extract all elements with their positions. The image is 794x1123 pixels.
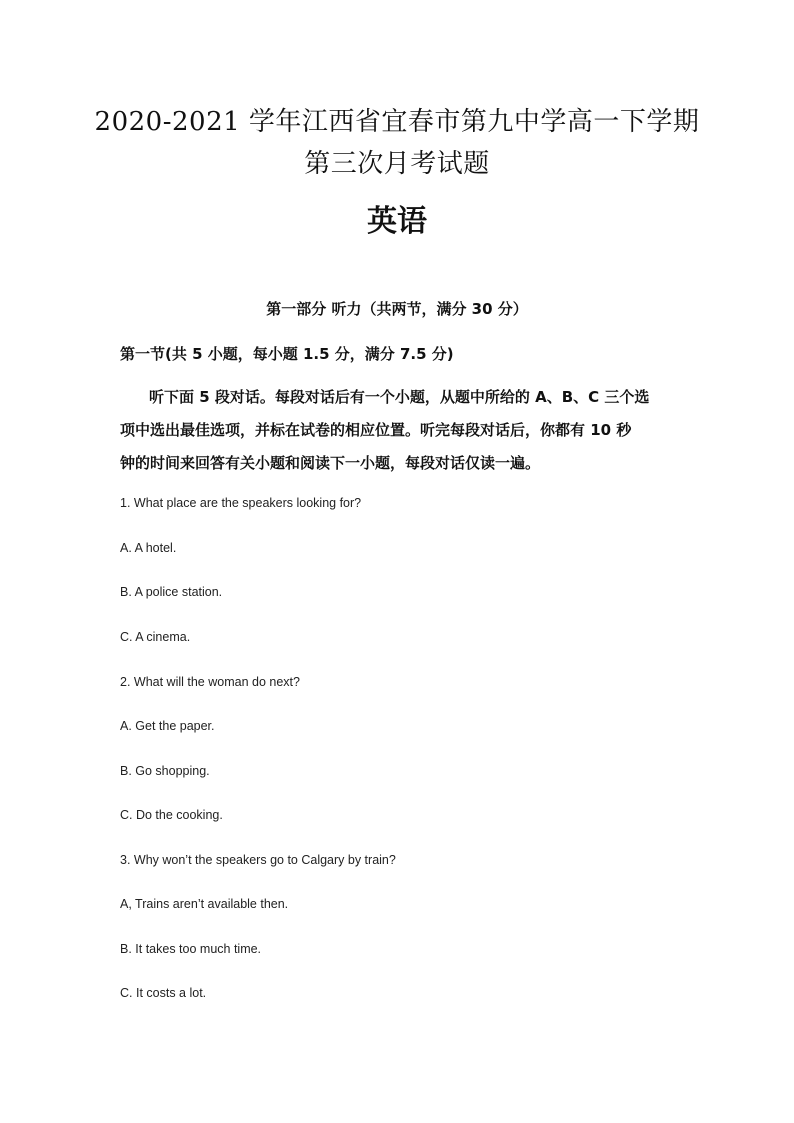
answer-option: A. Get the paper. (120, 719, 215, 733)
answer-option: A, Trains aren’t available then. (120, 897, 289, 911)
section-heading: 第一节(共 5 小题，每小题 1.5 分，满分 7.5 分) (120, 345, 454, 363)
answer-option: C. Do the cooking. (120, 808, 223, 822)
exam-title-line-1: 2020-2021 学年江西省宜春市第九中学高一下学期 (94, 107, 700, 137)
answer-option: B. It takes too much time. (120, 942, 262, 956)
exam-title-line-2: 第三次月考试题 (304, 149, 490, 179)
question-stem: 1. What place are the speakers looking for? (120, 496, 362, 510)
answer-option: C. It costs a lot. (120, 986, 207, 1000)
instruction-line-1: 听下面 5 段对话。每段对话后有一个小题，从题中所给的 A、B、C 三个选 (149, 388, 650, 406)
answer-option: B. Go shopping. (120, 764, 210, 778)
answer-option: B. A police station. (120, 585, 223, 599)
subject-title: 英语 (367, 204, 427, 239)
instruction-line-2: 项中选出最佳选项，并标在试卷的相应位置。听完每段对话后，你都有 10 秒 (120, 421, 632, 439)
part-heading: 第一部分 听力（共两节，满分 30 分） (266, 300, 528, 318)
answer-option: A. A hotel. (120, 541, 177, 555)
instruction-line-3: 钟的时间来回答有关小题和阅读下一小题，每段对话仅读一遍。 (120, 454, 541, 472)
question-stem: 3. Why won’t the speakers go to Calgary by train? (120, 853, 396, 867)
question-stem: 2. What will the woman do next? (120, 675, 300, 689)
answer-option: C. A cinema. (120, 630, 191, 644)
